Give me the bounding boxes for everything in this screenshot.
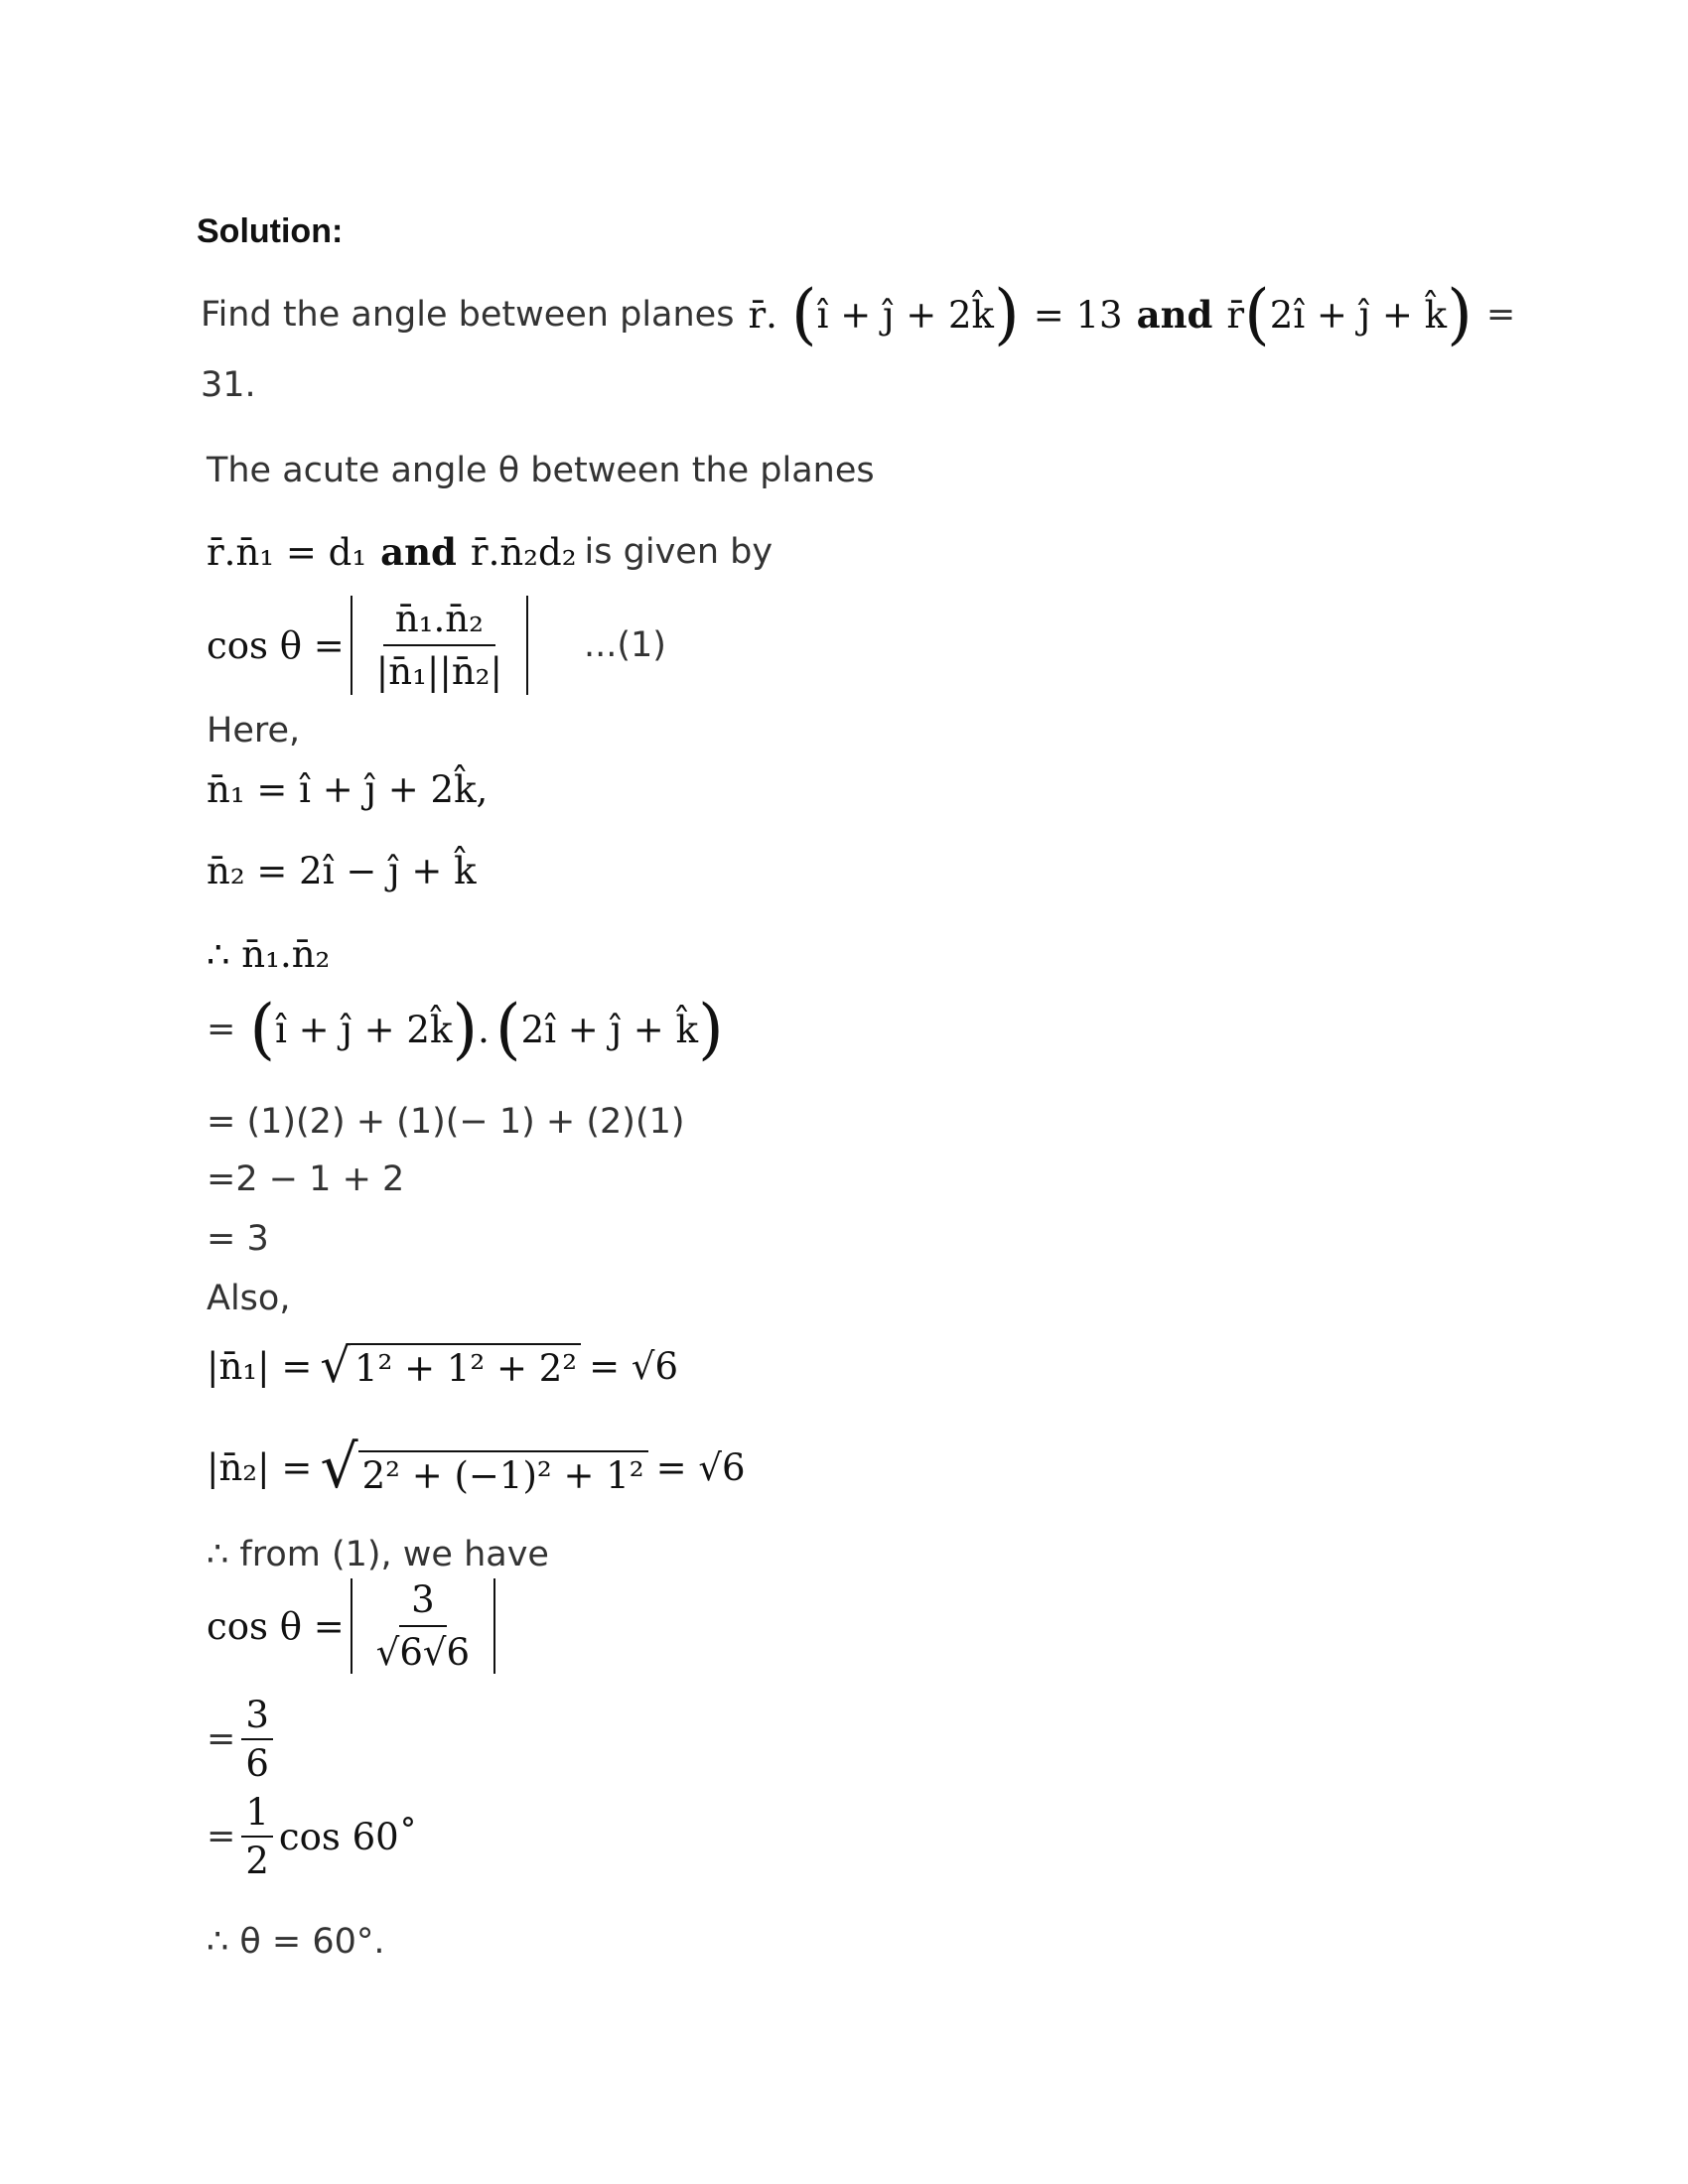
product-right-vector: 2î + ĵ + k̂ [520, 1008, 698, 1051]
formula-numerator: n̄₁.n̄₂ [383, 598, 495, 646]
mag2-lhs: |n̄₂| = [207, 1445, 313, 1489]
half1-denominator: 6 [245, 1742, 269, 1785]
also-text: Also, [207, 1279, 291, 1318]
magnitude-n2 [207, 1433, 746, 1502]
half2-denominator: 2 [245, 1840, 269, 1882]
n1-text: n̄₁ = î + ĵ + 2k̂, [207, 768, 489, 811]
here-text: Here, [207, 711, 301, 751]
plane-eq-1: r̄.n̄₁ = d₁ [207, 530, 367, 574]
statement-text: The acute angle θ between the planes [207, 451, 875, 490]
product-equals: = [207, 1010, 236, 1049]
absolute-value [351, 596, 528, 695]
formula-denominator: |n̄₁||n̄₂| [375, 650, 502, 693]
mag1-radicand: 1² + 1² + 2² [351, 1343, 581, 1390]
half2-tail: cos 60˚ [278, 1815, 418, 1858]
cosine-substitution [207, 1578, 501, 1674]
product-dot: . [478, 1008, 490, 1051]
n2-text: n̄₂ = 2î − ĵ + k̂ [207, 850, 477, 892]
plane2-equals: = [1485, 295, 1516, 335]
from-one-text: ∴ from (1), we have [207, 1535, 549, 1574]
paren-close: ) [1447, 276, 1473, 352]
mag1-lhs: |n̄₁| = [207, 1344, 313, 1388]
therefore-dot [207, 933, 330, 976]
statement-line [207, 451, 875, 490]
half2-numerator: 1 [241, 1791, 273, 1838]
plane1-r: r̄. [748, 293, 777, 337]
step-1: = (1)(2) + (1)(− 1) + (2)(1) [207, 1102, 685, 1142]
paren-close: ) [698, 991, 724, 1067]
product-left-vector: î + ĵ + 2k̂ [275, 1008, 453, 1051]
magnitude-n1 [207, 1338, 679, 1394]
paren-open: ( [1244, 276, 1270, 352]
plane1-vector: î + ĵ + 2k̂ [816, 293, 994, 337]
cos2-lhs: cos θ = [207, 1604, 345, 1648]
plane-eq-2: r̄.n̄₂d₂ [470, 530, 577, 574]
is-given-by: is given by [584, 532, 774, 572]
n2-definition [207, 850, 477, 892]
and-word-2: and [380, 530, 457, 574]
and-word: and [1136, 293, 1213, 337]
problem-prefix: Find the angle between planes [201, 295, 735, 335]
therefore-dot-text: ∴ n̄₁.n̄₂ [207, 933, 331, 976]
from-one-line [207, 1535, 549, 1574]
n1-definition [207, 768, 488, 811]
problem-continuation [201, 365, 256, 405]
also-label [207, 1279, 290, 1318]
conclusion-text: ∴ θ = 60°. [207, 1922, 385, 1962]
here-label [207, 711, 300, 751]
paren-open: ( [790, 276, 817, 352]
step-3: = 3 [207, 1219, 269, 1259]
plane2-rhs: 31. [201, 365, 256, 405]
paren-close: ) [993, 276, 1020, 352]
paren-open: ( [249, 991, 276, 1067]
plane2-r: r̄ [1226, 293, 1245, 337]
mag2-rhs: = √6 [655, 1445, 746, 1489]
cos-theta-label: cos θ = [207, 623, 345, 667]
fraction-step [207, 1694, 279, 1785]
fraction-step [207, 1791, 417, 1882]
square-root: √ 2² + (−1)² + 1² [320, 1437, 647, 1497]
equation-ref: ...(1) [583, 625, 666, 665]
dot-product-expansion [207, 991, 724, 1067]
half1-numerator: 3 [241, 1694, 273, 1740]
planes-equations [207, 530, 773, 574]
cos2-numerator: 3 [399, 1578, 447, 1627]
problem-statement [201, 276, 1516, 352]
square-root: √ 1² + 1² + 2² [320, 1342, 581, 1390]
paren-close: ) [452, 991, 479, 1067]
plane1-rhs: = 13 [1033, 293, 1123, 337]
cos2-denominator: √6√6 [375, 1631, 471, 1674]
paren-open: ( [494, 991, 521, 1067]
mag2-radicand: 2² + (−1)² + 1² [358, 1450, 648, 1497]
mag1-rhs: = √6 [589, 1344, 679, 1388]
step-line [207, 1219, 269, 1259]
conclusion-line [207, 1922, 385, 1962]
half1-equals: = [207, 1719, 236, 1759]
absolute-value [351, 1578, 495, 1674]
plane2-vector: 2î + ĵ + k̂ [1269, 293, 1448, 337]
half2-equals: = [207, 1817, 236, 1856]
cosine-formula [207, 596, 666, 695]
step-line [207, 1160, 404, 1199]
solution-heading: Solution: [197, 212, 344, 250]
step-line [207, 1102, 685, 1142]
step-2: =2 − 1 + 2 [207, 1160, 405, 1199]
